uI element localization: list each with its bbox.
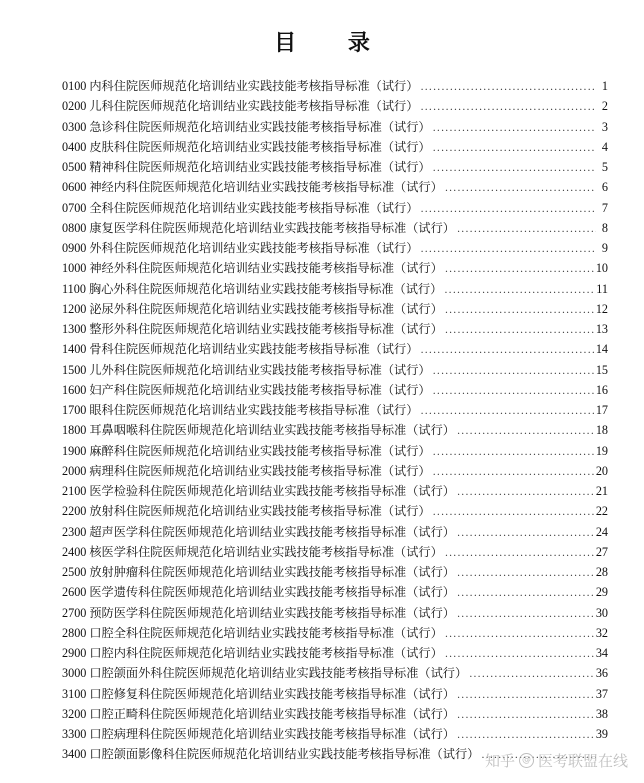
toc-leader-dots xyxy=(457,605,594,625)
toc-entry[interactable] xyxy=(62,339,608,359)
toc-entry-code: 1800 xyxy=(62,423,87,438)
toc-entry-code: 2000 xyxy=(62,463,87,478)
toc-entry-code: 1100 xyxy=(62,281,86,296)
toc-leader-dots xyxy=(457,686,594,706)
toc-entry-title: 儿科住院医师规范化培训结业实践技能考核指导标准（试行） xyxy=(89,99,419,114)
watermark xyxy=(485,750,628,771)
toc-entry[interactable] xyxy=(62,137,608,157)
toc-entry[interactable] xyxy=(62,461,608,481)
toc-entry-title: 内科住院医师规范化培训结业实践技能考核指导标准（试行） xyxy=(89,79,419,93)
toc-entry-page: 14 xyxy=(595,342,608,357)
toc-leader-dots xyxy=(433,159,596,179)
toc-entry-page: 36 xyxy=(595,666,608,681)
toc-leader-dots xyxy=(457,524,594,544)
toc-entry-code: 0400 xyxy=(62,139,87,154)
toc-entry[interactable] xyxy=(62,643,608,663)
toc-entry-code: 3000 xyxy=(62,666,87,681)
toc-entry-code: 1600 xyxy=(62,382,87,397)
toc-entry-code: 3200 xyxy=(62,706,87,721)
toc-leader-dots xyxy=(445,260,594,280)
toc-entry-page: 8 xyxy=(601,220,608,235)
toc-leader-dots xyxy=(457,584,594,604)
toc-entry-page: 28 xyxy=(595,565,608,579)
toc-entry-title: 神经内科住院医师规范化培训结业实践技能考核指导标准（试行） xyxy=(89,180,443,195)
toc-entry[interactable] xyxy=(62,400,608,420)
toc-entry-code: 2900 xyxy=(62,646,87,660)
toc-entry-title: 精神科住院医师规范化培训结业实践技能考核指导标准（试行） xyxy=(89,160,431,174)
toc-leader-dots xyxy=(433,139,596,159)
toc-leader-dots xyxy=(457,422,594,442)
toc-entry-title: 外科住院医师规范化培训结业实践技能考核指导标准（试行） xyxy=(89,241,419,255)
toc-entry-page: 37 xyxy=(595,686,608,701)
toc-entry[interactable] xyxy=(62,258,608,278)
toc-entry-code: 1400 xyxy=(62,342,87,357)
toc-entry-title: 预防医学科住院医师规范化培训结业实践技能考核指导标准（试行） xyxy=(89,605,455,620)
toc-entry-page: 9 xyxy=(601,241,608,255)
toc-entry-code: 0600 xyxy=(62,180,87,195)
toc-entry-title: 核医学科住院医师规范化培训结业实践技能考核指导标准（试行） xyxy=(89,544,443,559)
toc-entry-code: 1000 xyxy=(62,261,87,276)
toc-entry-page: 15 xyxy=(595,362,608,377)
toc-entry-title: 儿外科住院医师规范化培训结业实践技能考核指导标准（试行） xyxy=(89,362,431,377)
toc-entry-page: 32 xyxy=(595,625,608,640)
toc-entry-page: 12 xyxy=(595,301,608,316)
toc-entry-title: 神经外科住院医师规范化培训结业实践技能考核指导标准（试行） xyxy=(89,261,443,276)
toc-entry-code: 2800 xyxy=(62,625,87,640)
toc-entry-page: 24 xyxy=(595,524,608,539)
toc-entry-page: 30 xyxy=(595,605,608,620)
toc-entry[interactable] xyxy=(62,420,608,440)
toc-entry[interactable] xyxy=(62,562,608,582)
toc-entry-title: 耳鼻咽喉科住院医师规范化培训结业实践技能考核指导标准（试行） xyxy=(89,423,455,438)
toc-entry-code: 0500 xyxy=(62,160,87,174)
toc-entry-code: 2300 xyxy=(62,524,87,539)
toc-entry[interactable] xyxy=(62,157,608,177)
toc-entry-page: 17 xyxy=(595,403,608,417)
toc-entry-title: 麻醉科住院医师规范化培训结业实践技能考核指导标准（试行） xyxy=(89,443,431,458)
toc-leader-dots xyxy=(457,726,594,746)
toc-entry-title: 骨科住院医师规范化培训结业实践技能考核指导标准（试行） xyxy=(89,342,419,357)
toc-leader-dots xyxy=(433,382,594,402)
toc-entry-title: 康复医学科住院医师规范化培训结业实践技能考核指导标准（试行） xyxy=(89,220,455,235)
toc-leader-dots xyxy=(433,443,594,463)
toc-entry-page: 20 xyxy=(595,463,608,478)
toc-entry-code: 1900 xyxy=(62,443,87,458)
toc-leader-dots xyxy=(420,98,596,118)
toc-leader-dots xyxy=(445,645,594,665)
toc-entry-page: 5 xyxy=(601,160,608,174)
toc-entry[interactable] xyxy=(62,238,608,258)
toc-entry-code: 1500 xyxy=(62,362,87,377)
toc-leader-dots xyxy=(433,503,594,523)
toc-entry[interactable] xyxy=(62,96,608,116)
toc-entry-title: 全科住院医师规范化培训结业实践技能考核指导标准（试行） xyxy=(89,200,419,215)
toc-entry[interactable] xyxy=(62,663,608,683)
toc-entry[interactable] xyxy=(62,198,608,218)
toc-leader-dots xyxy=(433,362,594,382)
toc-entry-code: 0800 xyxy=(62,220,87,235)
toc-entry-title: 医学检验科住院医师规范化培训结业实践技能考核指导标准（试行） xyxy=(89,484,455,498)
toc-entry-title: 口腔修复科住院医师规范化培训结业实践技能考核指导标准（试行） xyxy=(89,686,455,701)
toc-leader-dots xyxy=(420,240,596,260)
toc-leader-dots xyxy=(445,544,594,564)
toc-leader-dots xyxy=(469,665,594,685)
toc-entry-page: 4 xyxy=(601,139,608,154)
toc-entry-code: 2200 xyxy=(62,504,87,519)
toc-entry-title: 口腔病理科住院医师规范化培训结业实践技能考核指导标准（试行） xyxy=(89,727,455,741)
toc-entry-title: 急诊科住院医师规范化培训结业实践技能考核指导标准（试行） xyxy=(89,119,431,134)
toc-entry-code: 3300 xyxy=(62,727,87,741)
toc-entry-title: 口腔正畸科住院医师规范化培训结业实践技能考核指导标准（试行） xyxy=(89,706,455,721)
toc-entry-title: 超声医学科住院医师规范化培训结业实践技能考核指导标准（试行） xyxy=(89,524,455,539)
toc-entry[interactable] xyxy=(62,623,608,643)
table-of-contents xyxy=(62,76,608,765)
toc-entry-title: 病理科住院医师规范化培训结业实践技能考核指导标准（试行） xyxy=(89,463,431,478)
toc-entry-page: 27 xyxy=(595,544,608,559)
toc-entry-code: 2500 xyxy=(62,565,87,579)
toc-entry-page: 29 xyxy=(595,585,608,600)
toc-entry-code: 0900 xyxy=(62,241,87,255)
toc-entry[interactable] xyxy=(62,177,608,197)
toc-entry[interactable] xyxy=(62,117,608,137)
toc-entry-page: 6 xyxy=(601,180,608,195)
toc-entry-title: 整形外科住院医师规范化培训结业实践技能考核指导标准（试行） xyxy=(89,322,443,336)
toc-leader-dots xyxy=(420,200,596,220)
toc-entry-page: 19 xyxy=(595,443,608,458)
toc-entry-code: 0300 xyxy=(62,119,87,134)
toc-entry-page: 16 xyxy=(595,382,608,397)
toc-entry-title: 泌尿外科住院医师规范化培训结业实践技能考核指导标准（试行） xyxy=(89,301,443,316)
toc-leader-dots xyxy=(445,625,594,645)
toc-entry-code: 2600 xyxy=(62,585,87,600)
toc-entry-page: 2 xyxy=(601,99,608,114)
toc-leader-dots xyxy=(445,301,594,321)
toc-entry[interactable] xyxy=(62,582,608,602)
toc-entry-title: 妇产科住院医师规范化培训结业实践技能考核指导标准（试行） xyxy=(89,382,431,397)
toc-leader-dots xyxy=(457,706,594,726)
toc-entry-page: 11 xyxy=(596,281,608,296)
toc-entry[interactable] xyxy=(62,542,608,562)
toc-entry-page: 38 xyxy=(595,706,608,721)
toc-entry[interactable] xyxy=(62,501,608,521)
toc-entry[interactable] xyxy=(62,481,608,501)
toc-entry-page: 1 xyxy=(601,79,608,93)
toc-entry[interactable] xyxy=(62,218,608,238)
watermark-prefix: 知乎 xyxy=(484,752,515,770)
toc-leader-dots xyxy=(420,402,593,422)
toc-entry-title: 皮肤科住院医师规范化培训结业实践技能考核指导标准（试行） xyxy=(89,139,431,154)
toc-leader-dots xyxy=(420,78,596,98)
toc-entry-code: 1700 xyxy=(62,403,87,417)
toc-entry[interactable] xyxy=(62,279,608,299)
toc-entry[interactable] xyxy=(62,603,608,623)
toc-leader-dots xyxy=(433,119,596,139)
toc-entry-title: 口腔颌面外科住院医师规范化培训结业实践技能考核指导标准（试行） xyxy=(89,666,468,681)
toc-entry-title: 放射科住院医师规范化培训结业实践技能考核指导标准（试行） xyxy=(89,504,431,519)
toc-leader-dots xyxy=(444,281,594,301)
toc-entry-title: 口腔内科住院医师规范化培训结业实践技能考核指导标准（试行） xyxy=(89,646,443,660)
toc-entry[interactable] xyxy=(62,724,608,744)
toc-entry-code: 0700 xyxy=(62,200,87,215)
page-title: 目 录 xyxy=(274,31,392,56)
toc-entry-code: 0200 xyxy=(62,99,87,114)
toc-entry-title: 口腔颌面影像科住院医师规范化培训结业实践技能考核指导标准（试行） xyxy=(89,747,480,762)
toc-entry[interactable] xyxy=(62,522,608,542)
toc-entry-code: 3100 xyxy=(62,686,87,701)
toc-entry-code: 2400 xyxy=(62,544,87,559)
toc-leader-dots xyxy=(445,179,596,199)
toc-entry[interactable] xyxy=(62,380,608,400)
toc-entry-title: 眼科住院医师规范化培训结业实践技能考核指导标准（试行） xyxy=(89,403,419,417)
toc-entry-code: 1300 xyxy=(62,322,87,336)
toc-entry-title: 口腔全科住院医师规范化培训结业实践技能考核指导标准（试行） xyxy=(89,625,443,640)
toc-entry-code: 3400 xyxy=(62,747,87,762)
watermark-handle: 医考联盟在线 xyxy=(537,752,628,770)
toc-leader-dots xyxy=(445,321,594,341)
toc-entry-title: 医学遗传科住院医师规范化培训结业实践技能考核指导标准（试行） xyxy=(89,585,455,600)
toc-entry-page: 21 xyxy=(595,484,608,498)
toc-entry[interactable] xyxy=(62,360,608,380)
toc-entry-code: 2100 xyxy=(62,484,87,498)
toc-entry-title: 放射肿瘤科住院医师规范化培训结业实践技能考核指导标准（试行） xyxy=(89,565,455,579)
toc-entry-page: 10 xyxy=(595,261,608,276)
toc-entry-page: 34 xyxy=(595,646,608,660)
toc-entry-page: 22 xyxy=(595,504,608,519)
toc-entry[interactable] xyxy=(62,76,608,96)
toc-leader-dots xyxy=(457,564,594,584)
toc-entry[interactable] xyxy=(62,441,608,461)
toc-entry[interactable] xyxy=(62,704,608,724)
toc-entry-page: 39 xyxy=(595,727,608,741)
toc-entry-code: 1200 xyxy=(62,301,87,316)
toc-leader-dots xyxy=(433,463,594,483)
toc-entry-code: 0100 xyxy=(62,79,87,93)
toc-entry-page: 18 xyxy=(595,423,608,438)
toc-leader-dots xyxy=(457,483,594,503)
toc-entry-title: 胸心外科住院医师规范化培训结业实践技能考核指导标准（试行） xyxy=(88,281,443,296)
toc-entry-code: 2700 xyxy=(62,605,87,620)
toc-leader-dots xyxy=(457,220,596,240)
at-icon: @ xyxy=(519,753,534,768)
toc-entry[interactable] xyxy=(62,319,608,339)
toc-entry-page: 13 xyxy=(595,322,608,336)
toc-entry[interactable] xyxy=(62,684,608,704)
toc-entry-page: 3 xyxy=(601,119,608,134)
toc-entry-page: 7 xyxy=(601,200,608,215)
toc-leader-dots xyxy=(420,341,593,361)
toc-entry[interactable] xyxy=(62,299,608,319)
